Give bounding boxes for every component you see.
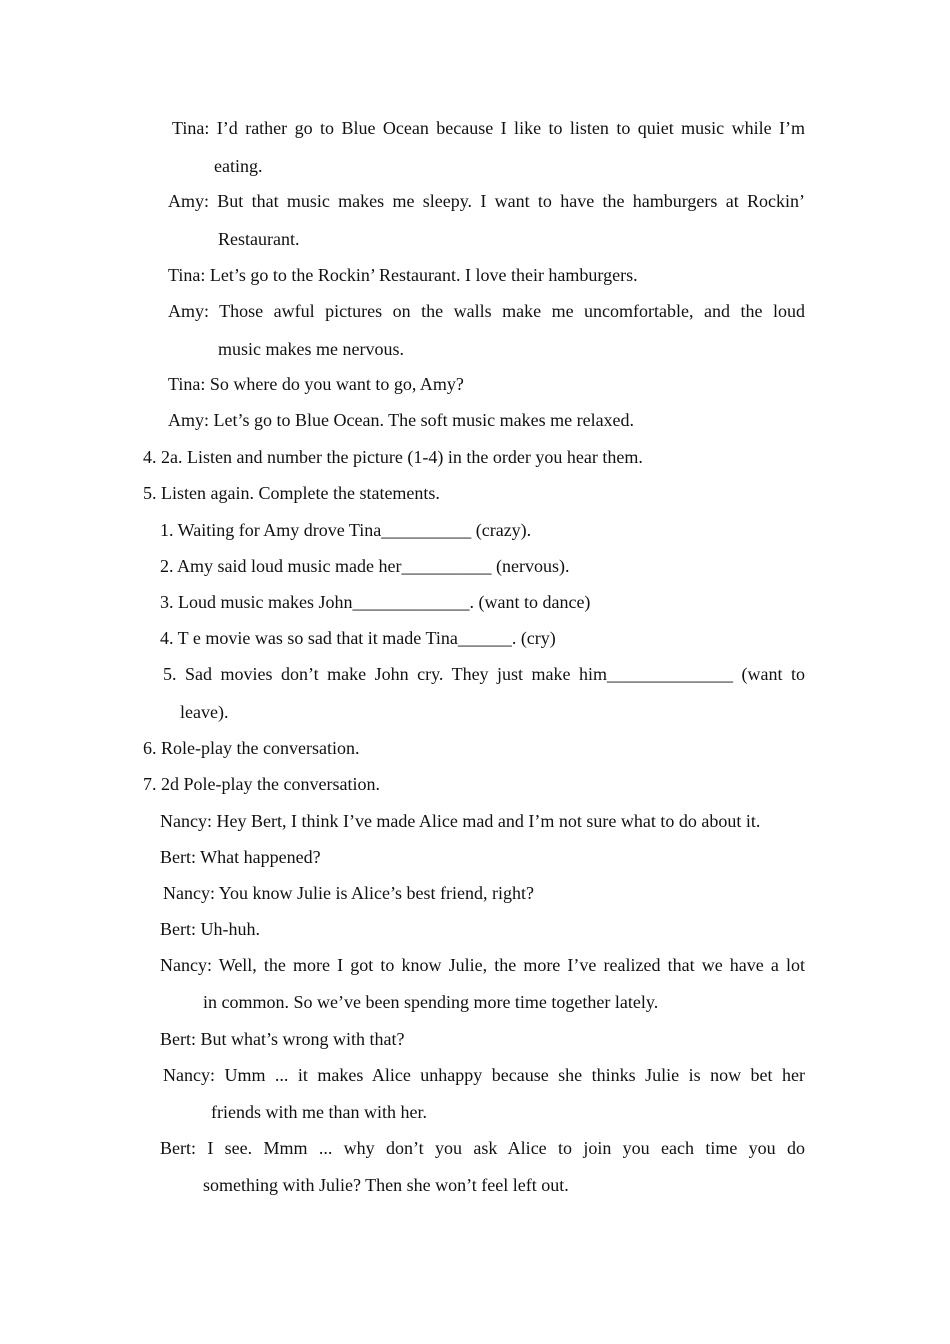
item5-statement-3: 3. Loud music makes John_____________. (want to dance) — [160, 592, 591, 612]
dialogue1-line-amy-1: Amy: But that music makes me sleepy. I want to have the hamburgers at Rockin’ — [168, 191, 805, 211]
dialogue2-line-nancy-3: Nancy: Well, the more I got to know Julie, the more I’ve realized that we have a lot — [160, 955, 805, 975]
dialogue1-line-tina-1-cont: eating. — [214, 156, 263, 176]
item5-heading: 5. Listen again. Complete the statements. — [143, 483, 440, 503]
dialogue1-line-tina-2: Tina: Let’s go to the Rockin’ Restaurant. I love their hamburgers. — [168, 265, 638, 285]
dialogue1-line-tina-1: Tina: I’d rather go to Blue Ocean because I like to listen to quiet music while I’m — [172, 118, 805, 138]
dialogue2-line-nancy-2: Nancy: You know Julie is Alice’s best friend, right? — [163, 883, 534, 903]
dialogue1-line-tina-3: Tina: So where do you want to go, Amy? — [168, 374, 464, 394]
item5-statement-5: 5. Sad movies don’t make John cry. They just make him______________ (want to — [163, 664, 805, 684]
dialogue1-line-amy-3: Amy: Let’s go to Blue Ocean. The soft music makes me relaxed. — [168, 410, 635, 430]
dialogue1-line-amy-2-cont: music makes me nervous. — [218, 339, 404, 359]
item5-statement-2: 2. Amy said loud music made her__________ (nervous). — [160, 556, 570, 576]
dialogue2-line-bert-4-cont: something with Julie? Then she won’t feel left out. — [203, 1175, 569, 1195]
item7-instruction: 7. 2d Pole-play the conversation. — [143, 774, 380, 794]
dialogue2-line-bert-4: Bert: I see. Mmm ... why don’t you ask Alice to join you each time you do — [160, 1138, 805, 1158]
item6-instruction: 6. Role-play the conversation. — [143, 738, 360, 758]
dialogue2-line-nancy-4-cont: friends with me than with her. — [211, 1102, 427, 1122]
dialogue2-line-nancy-4: Nancy: Umm ... it makes Alice unhappy because she thinks Julie is now bet her — [163, 1065, 805, 1085]
item5-statement-5-cont: leave). — [180, 702, 229, 722]
item5-statement-1: 1. Waiting for Amy drove Tina__________ (crazy). — [160, 520, 532, 540]
dialogue2-line-bert-3: Bert: But what’s wrong with that? — [160, 1029, 405, 1049]
dialogue1-line-amy-2: Amy: Those awful pictures on the walls make me uncomfortable, and the loud — [168, 301, 805, 321]
dialogue1-line-amy-1-cont: Restaurant. — [218, 229, 300, 249]
dialogue2-line-bert-1: Bert: What happened? — [160, 847, 321, 867]
item4-instruction: 4. 2a. Listen and number the picture (1-4) in the order you hear them. — [143, 447, 643, 467]
dialogue2-line-nancy-3-cont: in common. So we’ve been spending more time together lately. — [203, 992, 659, 1012]
dialogue2-line-nancy-1: Nancy: Hey Bert, I think I’ve made Alice mad and I’m not sure what to do about it. — [160, 811, 761, 831]
item5-statement-4: 4. T e movie was so sad that it made Tina______. (cry) — [160, 628, 556, 648]
dialogue2-line-bert-2: Bert: Uh-huh. — [160, 919, 260, 939]
